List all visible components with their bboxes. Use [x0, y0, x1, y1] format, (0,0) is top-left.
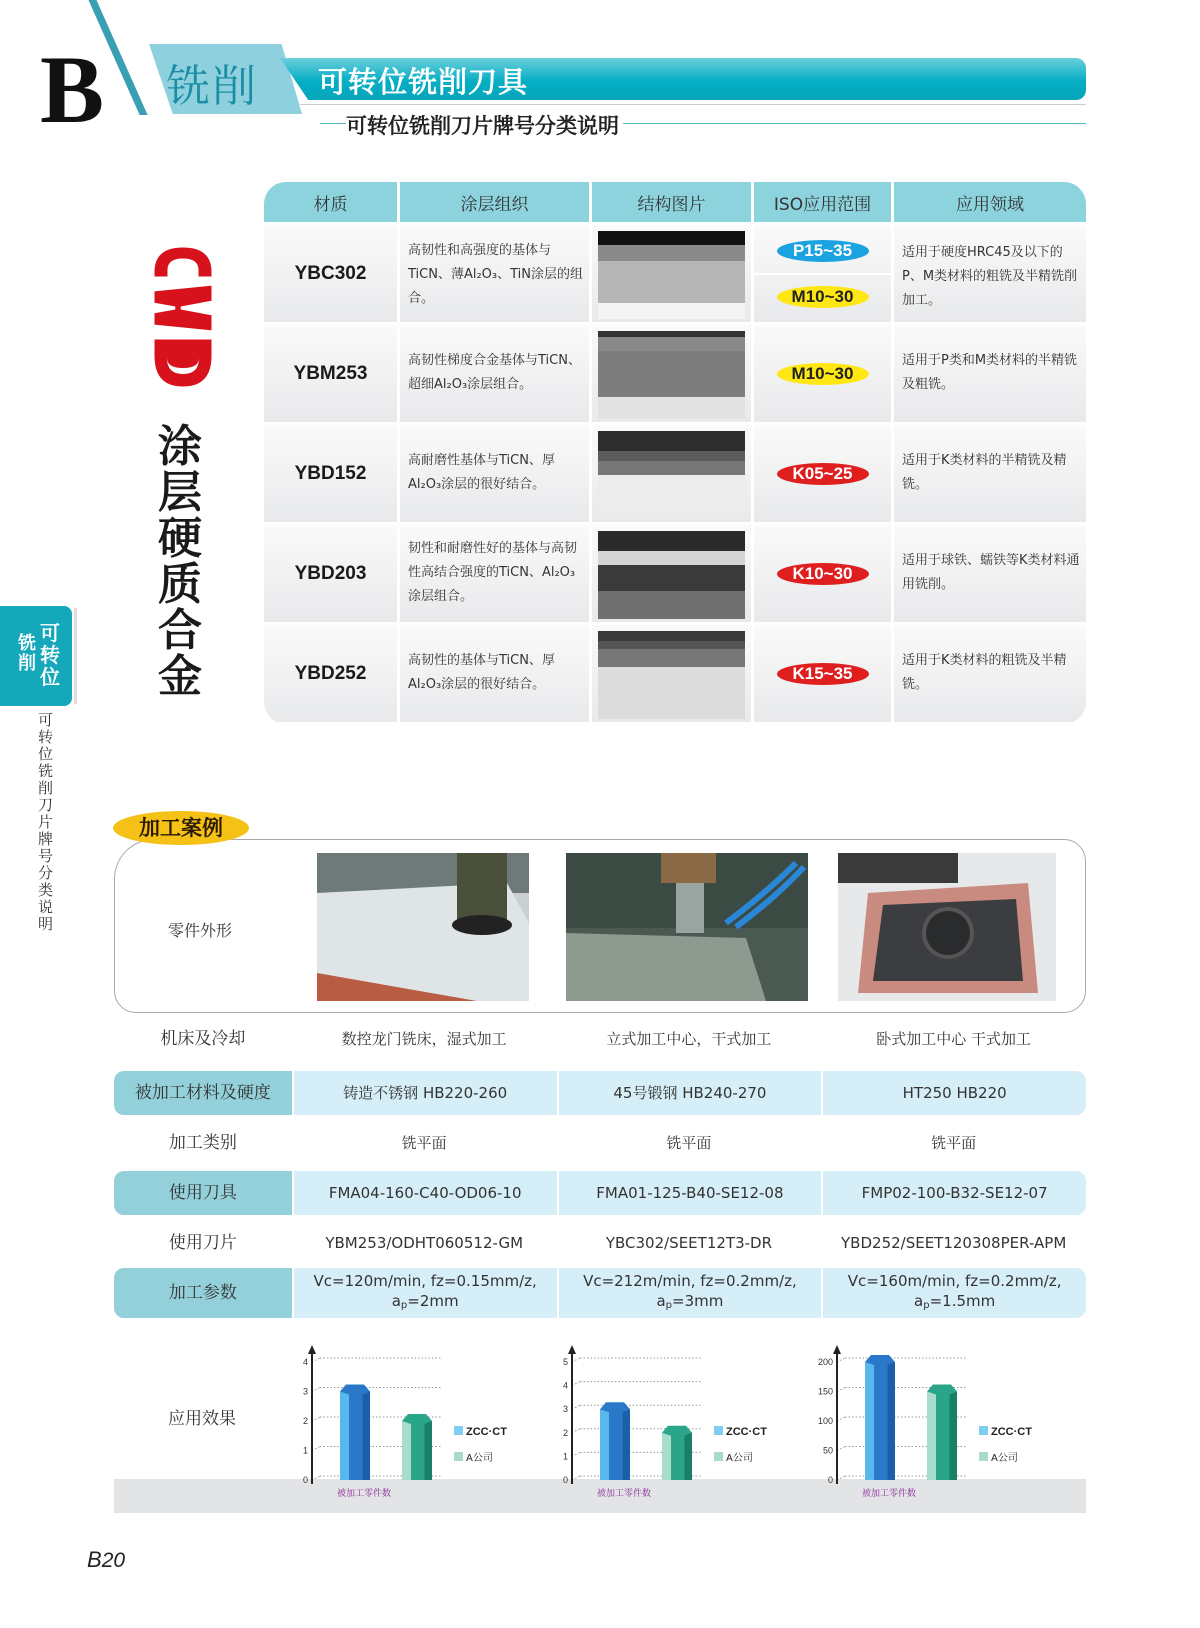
- params-line2: $a_p=3mm$: [656, 1291, 724, 1311]
- svg-text:4: 4: [302, 1357, 308, 1367]
- row-label: 使用刀具: [114, 1171, 292, 1215]
- side-tab-line2: 可转位: [40, 621, 60, 689]
- row-value: 铣平面: [666, 1134, 712, 1152]
- micrograph-image: [598, 431, 745, 519]
- svg-text:2: 2: [302, 1416, 308, 1426]
- svg-text:1: 1: [562, 1451, 568, 1462]
- structure-image: [592, 325, 754, 422]
- row-value: 立式加工中心，干式加工: [606, 1030, 772, 1048]
- row-value: YBM253/ODHT060512-GM: [325, 1234, 524, 1252]
- case-row-params: [114, 1268, 1086, 1318]
- table-row: [264, 322, 1086, 422]
- params-line1: Vc=212m/min, fz=0.2mm/z,: [583, 1271, 797, 1290]
- svg-text:被加工零件数: 被加工零件数: [596, 1489, 652, 1499]
- row-value: 铣平面: [931, 1134, 977, 1152]
- header-application: 应用领域: [956, 194, 1024, 215]
- header-material: 材质: [264, 182, 400, 222]
- table-row: [264, 222, 1086, 322]
- iso-badge: M10~30: [777, 286, 869, 308]
- iso-range-cell: [754, 425, 894, 522]
- page-number: B20: [87, 1547, 126, 1572]
- side-tab-line1: 铣削: [18, 633, 36, 674]
- iso-range-cell: [754, 325, 894, 422]
- iso-badge: K05~25: [777, 463, 869, 485]
- grade-name: YBD203: [264, 525, 400, 622]
- part-shape-label: 零件外形: [168, 921, 233, 940]
- iso-range-cell: [754, 625, 894, 722]
- structure-image: [592, 625, 754, 722]
- coating-description: 高韧性和高强度的基体与TiCN、薄Al₂O₃、TiN涂层的组合。: [400, 225, 592, 322]
- row-label: 被加工材料及硬度: [114, 1071, 292, 1115]
- row-value: 数控龙门铣床，湿式加工: [341, 1030, 507, 1048]
- grade-table-header: [264, 182, 1086, 222]
- iso-badge: K10~30: [777, 563, 869, 585]
- header-structure-image: 结构图片: [592, 182, 754, 222]
- application-text: 适用于K类材料的半精铣及精铣。: [902, 453, 1067, 492]
- row-value: FMA04-160-C40-OD06-10: [292, 1171, 557, 1215]
- micrograph-image: [598, 231, 745, 319]
- table-row: [264, 522, 1086, 622]
- svg-text:4: 4: [562, 1380, 568, 1391]
- structure-image: [592, 525, 754, 622]
- row-value: FMA01-125-B40-SE12-08: [557, 1171, 822, 1215]
- svg-text:5: 5: [562, 1357, 568, 1367]
- header-divider: [300, 104, 1086, 105]
- coating-description: 高韧性的基体与TiCN、厚Al₂O₃涂层的很好结合。: [400, 625, 592, 722]
- row-value: [557, 1268, 822, 1318]
- svg-text:0: 0: [562, 1475, 568, 1485]
- coating-description: 高韧性梯度合金基体与TiCN、超细Al₂O₃涂层组合。: [400, 325, 592, 422]
- iso-badge: P15~35: [777, 240, 869, 262]
- iso-range-cell: [754, 225, 894, 322]
- svg-text:3: 3: [302, 1386, 308, 1397]
- svg-text:被加工零件数: 被加工零件数: [861, 1489, 917, 1499]
- row-value: [821, 1268, 1086, 1318]
- section-name: 铣削: [166, 61, 258, 112]
- application-text: 适用于K类材料的粗铣及半精铣。: [902, 653, 1067, 692]
- iso-cell-divider: [754, 273, 891, 275]
- coating-description: 韧性和耐磨性好的基体与高韧性高结合强度的TiCN、Al₂O₃涂层组合。: [400, 525, 592, 622]
- micrograph-image: [598, 631, 745, 719]
- side-vertical-title: 可转位铣削刀片牌号分类说明: [38, 711, 54, 933]
- header-iso-range: ISO应用范围: [754, 182, 894, 222]
- row-value: FMP02-100-B32-SE12-07: [821, 1171, 1086, 1215]
- table-row: [264, 422, 1086, 522]
- row-value: YBD252/SEET120308PER-APM: [841, 1234, 1067, 1252]
- svg-text:200: 200: [817, 1357, 833, 1367]
- micrograph-image: [598, 531, 745, 619]
- application-text: 适用于P类和M类材料的半精铣及粗铣。: [902, 353, 1078, 392]
- effect-chart-2: [550, 1342, 800, 1512]
- header-coating: 涂层组织: [400, 182, 592, 222]
- svg-text:A公司: A公司: [726, 1453, 753, 1464]
- side-tab-divider: [74, 608, 77, 704]
- section-letter: B: [40, 36, 105, 143]
- params-line1: Vc=160m/min, fz=0.2mm/z,: [847, 1271, 1062, 1290]
- row-label: 使用刀片: [168, 1233, 237, 1253]
- row-value: 铸造不锈钢 HB220-260: [292, 1071, 557, 1115]
- page-subtitle: 可转位铣削刀片牌号分类说明: [346, 110, 623, 140]
- application-text: 适用于硬度HRC45及以下的P、M类材料的粗铣及半精铣削加工。: [902, 245, 1078, 308]
- row-label: 机床及冷却: [160, 1029, 246, 1049]
- grade-name: YBC302: [264, 225, 400, 322]
- svg-text:2: 2: [562, 1427, 568, 1438]
- iso-badge: M10~30: [777, 363, 869, 385]
- case-row-tool: [114, 1171, 1086, 1215]
- effect-chart-3: [815, 1342, 1065, 1512]
- page-title: 可转位铣削刀具: [318, 65, 529, 99]
- case-row-material: [114, 1071, 1086, 1115]
- params-line2: $a_p=1.5mm$: [914, 1291, 996, 1311]
- svg-text:ZCC·CT: ZCC·CT: [991, 1426, 1032, 1438]
- side-chapter-tab[interactable]: [0, 606, 72, 706]
- svg-text:A公司: A公司: [991, 1453, 1018, 1464]
- cvd-coating-title: 涂层硬质合金: [158, 421, 202, 702]
- grade-name: YBM253: [264, 325, 400, 422]
- svg-text:ZCC·CT: ZCC·CT: [726, 1426, 767, 1438]
- case-photo-2: [566, 853, 808, 1001]
- svg-text:0: 0: [827, 1475, 833, 1485]
- case-row-type: [114, 1121, 1086, 1165]
- iso-badge: K15~35: [777, 663, 869, 685]
- effect-label: 应用效果: [168, 1409, 236, 1429]
- svg-text:50: 50: [822, 1445, 833, 1456]
- row-label: 加工参数: [114, 1268, 292, 1318]
- case-photo-1: [317, 853, 529, 1001]
- case-section-tag: 加工案例: [113, 811, 249, 845]
- row-value: 卧式加工中心 干式加工: [876, 1030, 1032, 1048]
- svg-text:3: 3: [562, 1404, 568, 1415]
- row-label: 加工类别: [168, 1133, 237, 1153]
- cvd-logo-icon: [145, 242, 220, 392]
- params-line2: $a_p=2mm$: [391, 1291, 459, 1311]
- table-row: [264, 622, 1086, 722]
- case-row-machine: [114, 1017, 1086, 1061]
- svg-text:150: 150: [817, 1386, 833, 1397]
- svg-text:A公司: A公司: [466, 1453, 493, 1464]
- case-photo-3: [838, 853, 1056, 1001]
- grade-name: YBD252: [264, 625, 400, 722]
- row-value: [292, 1268, 557, 1318]
- params-line1: Vc=120m/min, fz=0.15mm/z,: [313, 1271, 537, 1290]
- svg-text:0: 0: [302, 1475, 308, 1485]
- svg-text:ZCC·CT: ZCC·CT: [466, 1426, 507, 1438]
- svg-text:100: 100: [817, 1416, 833, 1426]
- svg-text:1: 1: [302, 1445, 308, 1456]
- row-value: 铣平面: [401, 1134, 447, 1152]
- micrograph-image: [598, 331, 745, 419]
- case-row-insert: [114, 1221, 1086, 1265]
- svg-text:被加工零件数: 被加工零件数: [336, 1489, 392, 1499]
- row-value: 45号锻钢 HB240-270: [557, 1071, 822, 1115]
- row-value: YBC302/SEET12T3-DR: [605, 1234, 772, 1252]
- iso-range-cell: [754, 525, 894, 622]
- row-value: HT250 HB220: [821, 1071, 1086, 1115]
- application-text: 适用于球铁、蠕铁等K类材料通用铣削。: [902, 553, 1080, 592]
- grade-table: [264, 182, 1086, 724]
- grade-name: YBD152: [264, 425, 400, 522]
- coating-description: 高耐磨性基体与TiCN、厚Al₂O₃涂层的很好结合。: [400, 425, 592, 522]
- structure-image: [592, 225, 754, 322]
- effect-chart-1: [290, 1342, 540, 1512]
- structure-image: [592, 425, 754, 522]
